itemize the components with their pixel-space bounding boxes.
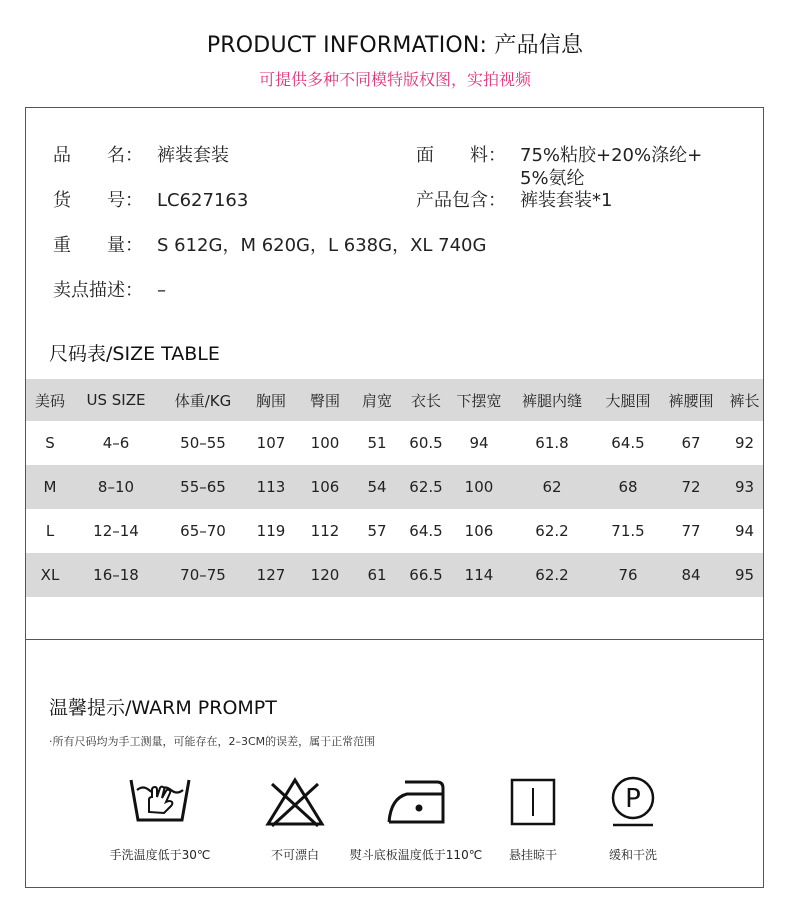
col-header: 裤腰围	[656, 379, 726, 421]
col-header: US SIZE	[74, 379, 158, 421]
care-label: 不可漂白	[270, 848, 319, 862]
info-contents-label: 产品包含：	[416, 190, 506, 211]
page-subtitle: 可提供多种不同模特版权图，实拍视频	[258, 70, 531, 89]
table-cell: 8–10	[74, 465, 158, 509]
table-cell: 92	[734, 434, 755, 452]
svg-text:P: P	[625, 784, 641, 814]
table-cell: 64.5	[409, 522, 443, 540]
table-cell: 106	[294, 465, 356, 509]
table-cell: 84	[656, 553, 726, 597]
table-cell: 61.8	[535, 434, 569, 452]
table-cell: 62	[504, 465, 600, 509]
info-name-label: 品 名：	[53, 145, 143, 166]
info-name-value: 裤装套装	[157, 145, 229, 166]
table-cell: 50–55	[180, 434, 226, 452]
table-row	[26, 553, 763, 597]
info-weight-label: 重 量：	[53, 235, 143, 256]
table-cell: 66.5	[398, 553, 454, 597]
info-fabric-value-2: 5%氨纶	[520, 168, 585, 189]
col-header: 衣长	[398, 379, 454, 421]
table-cell: 113	[248, 465, 294, 509]
table-cell: 76	[600, 553, 656, 597]
table-cell: 93	[726, 465, 763, 509]
table-cell: 62.5	[398, 465, 454, 509]
info-fabric-value-1: 75%粘胶+20%涤纶+	[520, 145, 703, 166]
table-cell: M	[26, 465, 74, 509]
care-label: 手洗温度低于30℃	[109, 848, 211, 862]
table-cell: 68	[600, 465, 656, 509]
info-selling	[53, 276, 166, 302]
table-cell: 100	[310, 434, 340, 452]
iron-low-icon	[385, 776, 447, 828]
table-cell: 62.2	[504, 553, 600, 597]
table-cell: 71.5	[611, 522, 645, 540]
table-cell: 127	[248, 553, 294, 597]
table-cell: 67	[681, 434, 701, 452]
table-cell: 51	[367, 434, 387, 452]
col-header: 裤长	[726, 379, 763, 421]
table-cell: 60.5	[409, 434, 443, 452]
col-header: 裤腿内缝	[504, 379, 600, 421]
table-cell: 106	[464, 522, 494, 540]
info-item-value: LC627163	[157, 190, 249, 211]
table-cell: 107	[256, 434, 286, 452]
care-item-no-bleach	[225, 776, 365, 863]
dry-clean-p-icon	[602, 776, 664, 828]
info-weight	[53, 231, 486, 257]
info-contents	[416, 186, 612, 212]
table-cell: 57	[367, 522, 387, 540]
table-cell: 119	[256, 522, 286, 540]
table-cell: 94	[734, 522, 755, 540]
table-cell: 70–75	[158, 553, 248, 597]
care-label: 熨斗底板温度低于110℃	[349, 848, 483, 862]
table-cell: XL	[26, 553, 74, 597]
table-cell: 16–18	[74, 553, 158, 597]
hand-wash-icon	[129, 776, 191, 828]
table-cell: 12–14	[93, 522, 139, 540]
table-cell: 114	[454, 553, 504, 597]
table-cell: 54	[356, 465, 398, 509]
table-cell: 62.2	[535, 522, 569, 540]
care-item-dry-clean	[563, 776, 703, 863]
table-row	[26, 421, 763, 465]
table-cell: 94	[469, 434, 489, 452]
info-weight-value: S 612G，M 620G，L 638G，XL 740G	[157, 235, 487, 256]
col-header: 肩宽	[356, 379, 398, 421]
care-item-hand-wash	[90, 776, 230, 863]
col-header: 下摆宽	[454, 379, 504, 421]
table-row	[26, 509, 763, 553]
info-selling-value: –	[157, 280, 166, 301]
info-name	[53, 141, 229, 167]
size-table	[26, 379, 763, 597]
care-label: 悬挂晾干	[508, 848, 557, 862]
table-cell: 77	[681, 522, 701, 540]
no-bleach-icon	[264, 776, 326, 828]
table-cell: 120	[294, 553, 356, 597]
table-cell: 72	[656, 465, 726, 509]
warm-prompt-title: 温馨提示/WARM PROMPT	[49, 697, 277, 719]
care-label: 缓和干洗	[608, 848, 657, 862]
col-header: 大腿围	[600, 379, 656, 421]
info-selling-label: 卖点描述：	[53, 280, 143, 301]
col-header: 美码	[26, 379, 74, 421]
table-cell: L	[45, 522, 55, 540]
size-table-header	[26, 379, 763, 421]
product-info-box	[25, 107, 764, 888]
page-title: PRODUCT INFORMATION: 产品信息	[206, 33, 584, 58]
table-cell: 100	[454, 465, 504, 509]
table-cell: 4–6	[102, 434, 130, 452]
col-header: 体重/KG	[158, 379, 248, 421]
col-header: 臀围	[294, 379, 356, 421]
table-row	[26, 465, 763, 509]
table-cell: 112	[310, 522, 340, 540]
section-divider	[26, 639, 763, 640]
table-cell: 61	[356, 553, 398, 597]
size-table-title: 尺码表/SIZE TABLE	[49, 343, 220, 365]
table-cell: S	[45, 434, 55, 452]
table-cell: 95	[726, 553, 763, 597]
table-cell: 55–65	[158, 465, 248, 509]
measurement-note: ·所有尺码均为手工测量，可能存在，2–3CM的误差，属于正常范围	[49, 735, 376, 748]
info-fabric-label: 面 料：	[416, 145, 506, 166]
info-item-label: 货 号：	[53, 190, 143, 211]
info-item	[53, 186, 248, 212]
table-cell: 64.5	[611, 434, 645, 452]
info-contents-value: 裤装套装*1	[520, 190, 613, 211]
table-cell: 65–70	[180, 522, 226, 540]
col-header: 胸围	[248, 379, 294, 421]
line-dry-icon	[502, 776, 564, 828]
